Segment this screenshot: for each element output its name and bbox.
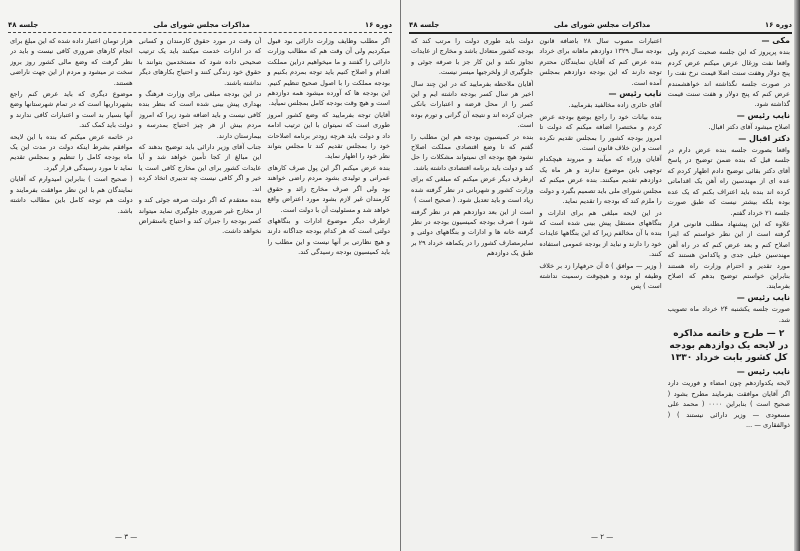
speaker-name: مکی — <box>761 36 790 45</box>
paragraph: علاوه که این پیشنهاد مطلب قانونی قرار گرفته است از این نظر خواستم که اینرا اصلاح کنم و بعد عرض کنم که در راه آهن مهندسین خیلی جدی و پاکدامن هستند که مورد تقدیر و احترام وزارت راه هستند بنابراین خواستم توضیح بدهم که اصلاح بفرمایند. <box>667 219 790 291</box>
journal-title: مذاکرات مجلس شورای ملی <box>153 21 250 29</box>
paragraph: موضوع دیگری که باید عرض کنم راجع بشهرداریها است که در تمام شهرستانها وضع آنها بسیار بد است و اعتبارات کافی ندارند و دولت باید کمک کند. <box>9 90 133 130</box>
paragraph: ازطرف دیگر عرض میکنم که مبلغی که برای وزارت کشور و شهربانی در نظر گرفته شده زیاد است و باید تعدیل شود. ( صحیح است ) <box>411 175 534 205</box>
paragraph: دولت باید طوری دولت را مرتب کند که بودجه کشور متعادل باشد و مخارج از عایدات تجاوز نکند و این کار جز با صرفه جوئی و جلوگیری از ولخرجیها میسر نیست. <box>411 37 534 77</box>
speaker-name: نایب رئیس — <box>736 292 790 302</box>
page-header <box>409 19 792 31</box>
term-label: دوره ۱۶ <box>364 21 392 29</box>
paragraph: واقعا بصورت جلسه بنده عرض دارم در جلسه قبل که بنده ضمن توضیح در پاسخ آقای دکتر بقائی توضیح دادم اظهار کردم که عده ای از مهندسین راه آهن یک اقداماتی کرده اند بنده باید اعتراف بکنم که یک عده بوده بلکه بیشتر نیست که طبق صورت جلسه ۲۱ خرداد گفتم. <box>667 146 790 217</box>
paragraph: آقایان توجه بفرمایید که وضع کشور امروز طوری است که نمیتوان با این ترتیب ادامه داد و دولت باید هرچه زودتر برنامه اصلاحات خود را بمجلس تقدیم کند تا مجلس بتواند نظر خود را اظهار نماید. <box>267 110 390 161</box>
text-column <box>411 36 533 525</box>
paragraph: آقای حائری زاده مخالفید بفرمایید. <box>568 101 662 110</box>
paragraph: ( وزیر — موافق ) ۵ آن حرفهارا زد بر خلاف وظیفه او بوده و هیچوقت رسمیت نداشته است ) پس <box>539 261 662 291</box>
session-label: جلسه ۴۸ <box>8 21 39 29</box>
page-header <box>8 19 392 31</box>
page-number: — ۲ — <box>591 533 614 541</box>
right-page <box>401 0 800 551</box>
term-label: دوره ۱۶ <box>764 21 792 29</box>
text-column <box>668 36 790 525</box>
paragraph: آقایان وزراء که میآیند و میروند هیچکدام توجهی باین موضوع ندارند و هر ماه یک دوازدهم تقدیم میکنند. بنده عرض میکنم که مجلس شورای ملی باید تصمیم بگیرد و دولت را ملزم کند که بودجه را تقدیم نماید. <box>539 155 662 206</box>
speaker-name: نایب رئیس — <box>736 366 790 376</box>
header-divider <box>409 32 792 34</box>
paragraph: ( صحیح است ) بنابراین امیدوارم که آقایان نمایندگان هم با این نظر موافقت بفرمایند و دولت هم توجه کامل باین مطالب داشته باشد. <box>9 175 133 215</box>
paragraph: هزار تومان اعتبار داده شده که این مبلغ برای انجام کارهای ضروری کافی نیست و باید در نظر گرفت که وضع مالی کشور روز بروز سخت تر میشود و مردم از این جهت ناراضی هستند. <box>9 37 133 87</box>
text-columns <box>411 36 790 525</box>
paragraph: بنده معتقدم که اگر دولت صرفه جوئی کند و از مخارج غیر ضروری جلوگیری نماید میتواند کسر بودجه را جبران کند و احتیاج باستقراض نخواهد داشت. <box>138 196 262 236</box>
paragraph: جناب آقای وزیر دارائی باید توضیح بدهند که این مبالغ از کجا تأمین خواهد شد و آیا عایدات کشور برای این مخارج کافی است یا خیر و اگر کافی نیست چه تدبیری اتخاذ کرده اند. <box>138 143 262 193</box>
paragraph: آقایان ملاحظه بفرمایید که در این چند سال اخیر هر سال کسر بودجه داشته ایم و این کسر را از محل قرضه و اعتبارات بانکی جبران کرده اند و نتیجه آن گرانی و تورم بوده است. <box>411 79 534 130</box>
paragraph: بنده در کمیسیون بودجه هم این مطلب را گفتم که تا وضع اقتصادی مملکت اصلاح نشود هیچ بودجه ای نمیتواند مشکلات را حل کند و دولت باید برنامه اقتصادی داشته باشد. <box>411 132 534 172</box>
paragraph: آن وقت در مورد حقوق کارمندان و کسانی که در ادارات خدمت میکنند باید یک ترتیب صحیحی داده شود که مستخدمین بتوانند با حقوق خود زندگی کنند و احتیاج بکارهای دیگر نداشته باشند. <box>138 37 262 87</box>
paragraph: در خاتمه عرض میکنم که بنده با این لایحه موافقم بشرط اینکه دولت در مدت این یک ماه بودجه کامل را تنظیم و بمجلس تقدیم نماید تا مورد رسیدگی قرار گیرد. <box>9 132 133 172</box>
paragraph: اصلاح میشود آقای دکتر اقبال. <box>708 123 790 132</box>
text-columns <box>10 36 390 525</box>
speaker-name: نایب رئیس — <box>736 110 790 120</box>
text-column <box>267 36 390 525</box>
text-column <box>10 36 133 525</box>
paragraph: است از این بعد دوازدهم هم در نظر گرفته شود ) صرف بودجه کمیسیون بودجه در نظر گرفته خانه ها و ادارات و بنگاههای دولتی و سایرمصارف کشور را در یکماهه خرداد ۲۹ بر طبق یک دوازدهم <box>411 207 534 258</box>
scan-edge <box>794 0 800 551</box>
speaker-name: دکتر اقبال — <box>738 133 790 143</box>
paragraph: اعتبارات مصوب سال ۲۸ باضافه قانون بودجه سال ۱۳۲۹ دوازدهم ماهانه برای خرداد بنده عرض کنم که آقایان نمایندگان محترم توجه دارند که این بودجه دوازدهم بمجلس آمده است. <box>539 37 662 87</box>
text-column <box>139 36 262 525</box>
paragraph: در این بودجه مبلغی برای وزارت فرهنگ و بهداری پیش بینی شده است که بنظر بنده کافی نیست و باید اضافه شود زیرا که امروز مردم بیش از هر چیز احتیاج بمدرسه و بیمارستان دارند. <box>138 90 262 140</box>
page-number: — ۳ — <box>115 533 138 541</box>
paragraph: بنده عرض میکنم اگر این پول صرف کارهای عمرانی و تولیدی بشود مردم راضی خواهند بود ولی اگر صرف مخارج زائد و حقوق کارمندان غیر لازم بشود مورد اعتراض واقع خواهد شد و مسئولیت آن با دولت است. <box>267 163 390 214</box>
paragraph: بنده بیانات خود را راجع بوضع بودجه عرض کردم و مختصرا اضافه میکنم که دولت تا امروز بودجه کشور را بمجلس تقدیم نکرده است و این خلاف قانون است. <box>539 112 662 153</box>
journal-title: مذاکرات مجلس شورای ملی <box>553 21 651 29</box>
paragraph: بنده پریروز که این جلسه صحبت کردم ولی واقعا نفت وزغال عرض میکنم عرض کردم پنج دولار وهفت سنت اصلا قیمت نرخ نفت را در صورت جلسه نگذاشته اند خواهشمندم عرض کنم که پنج دولار و هفت سنت قیمت گذاشته شود. <box>667 48 790 109</box>
header-divider <box>8 32 392 33</box>
speaker-name: نایب رئیس — <box>608 89 662 99</box>
paragraph: صورت جلسه یکشنبه ۲۴ خرداد ماه تصویب شد. <box>667 305 790 324</box>
text-column <box>539 36 661 525</box>
session-label: جلسه ۴۸ <box>409 21 440 29</box>
paragraph: در این لایحه مبلغی هم برای ادارات و بنگاههای مستقل پیش بینی شده است که بنده با آن مخالفم زیرا که این بنگاهها عایدات خود را دارند و نباید از بودجه عمومی استفاده کنند. <box>539 208 662 259</box>
section-heading: ۲ — طرح و خاتمه مذاکره در لایحه یک دوازدهم بودجه کل کشور بابت خرداد ۱۳۳۰ <box>669 328 789 363</box>
paragraph: لایحه یکدوازدهم چون امضاء و فوریت دارد اگر آقایان موافقت بفرمایند مطرح بشود ( صحیح است ) بنابراین ۰۰۰۰ ( محمد علی مسعودی — وزیر دارائی نیستند ) ( ذوالفقاری — ... <box>667 379 790 429</box>
paragraph: ازطرف دیگر موضوع ادارات و بنگاههای دولتی است که هر کدام بودجه جداگانه دارند و هیچ نظارتی بر آنها نیست و این مطلب را باید کمیسیون بودجه رسیدگی کند. <box>267 216 390 257</box>
paragraph: اگر مطلب وظایف وزارت دارائی بود قبول میکردیم ولی آن وقت هم که مطالب وزارت دارائی را گفتند و ما میخواهیم دراین مملکت اقدام و اصلاح کنیم باید توجه بمردم بکنیم و بودجه مملکت را با اصول صحیح تنظیم کنیم. این بودجه ها که آورده میشود همه دوازدهم است و هیچ وقت بودجه کامل بمجلس نمیآید. <box>267 37 390 108</box>
